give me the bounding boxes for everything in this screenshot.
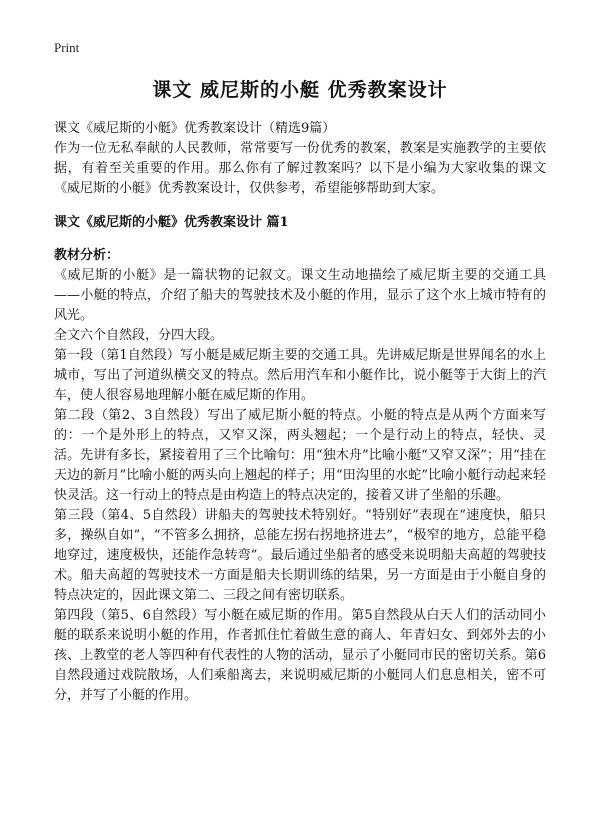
print-link[interactable]: Print [54,40,80,55]
section-heading: 课文《威尼斯的小艇》优秀教案设计 篇1 [54,215,289,230]
body-paragraph: 全文六个自然段，分四大段。 [54,328,224,343]
page-title: 课文 威尼斯的小艇 优秀教案设计 [152,79,448,101]
body-paragraph: 第三段（第4、5自然段）讲船夫的驾驶技术特别好。“特别好”表现在“速度快，船只多，操纵自如”，“不管多么拥挤，总能左拐右拐地挤进去”，“极窄的地方，总能平稳地穿过，速度极快，还能作急转弯”。最后通过坐船者的感受来说明船夫高超的驾驶技术。船夫高超的驾驶技术一方面是船夫长期训练的结果，另一方面是由于小艇自身的特点决定的，因此课文第二、三段之间有密切联系。 [54,508,546,603]
body-paragraph: 第二段（第2、3自然段）写出了威尼斯小艇的特点。小艇的特点是从两个方面来写的：一个是外形上的特点，又窄又深，两头翘起；一个是行动上的特点，轻快、灵活。先讲有多长，紧接着用了三个比喻句：用“独木舟”比喻小艇“又窄又深”；用“挂在天边的新月”比喻小艇的两头向上翘起的样子；用“田沟里的水蛇”比喻小艇行动起来轻快灵活。这一行动上的特点是由构造上的特点决定的，接着又讲了坐船的乐趣。 [54,408,546,503]
body-paragraph: 《威尼斯的小艇》是一篇状物的记叙文。课文生动地描绘了威尼斯主要的交通工具——小艇的特点，介绍了船夫的驾驶技术及小艇的作用，显示了这个水上城市特有的风光。 [54,268,546,323]
subsection-heading: 教材分析： [54,248,120,263]
body-paragraph: 第一段（第1自然段）写小艇是威尼斯主要的交通工具。先讲威尼斯是世界闻名的水上城市，写出了河道纵横交叉的特点。然后用汽车和小艇作比，说小艇等于大街上的汽车，使人很容易地理解小艇在威尼斯的作用。 [54,348,546,403]
intro-paragraph: 作为一位无私奉献的人民教师，常常要写一份优秀的教案，教案是实施教学的主要依据，有着至关重要的作用。那么你有了解过教案吗？以下是小编为大家收集的课文《威尼斯的小艇》优秀教案设计，仅供参考，希望能够帮助到大家。 [54,141,546,196]
body-paragraph: 第四段（第5、6自然段）写小艇在威尼斯的作用。第5自然段从白天人们的活动同小艇的联系来说明小艇的作用，作者抓住忙着做生意的商人、年青妇女、到郊外去的小孩、上教堂的老人等四种有代表性的人物的活动，显示了小艇同市民的密切关系。第6自然段通过戏院散场，人们乘船离去，来说明威尼斯的小艇同人们息息相关，密不可分，并写了小艇的作用。 [54,608,546,703]
document-subtitle: 课文《威尼斯的小艇》优秀教案设计（精选9篇） [54,121,336,136]
